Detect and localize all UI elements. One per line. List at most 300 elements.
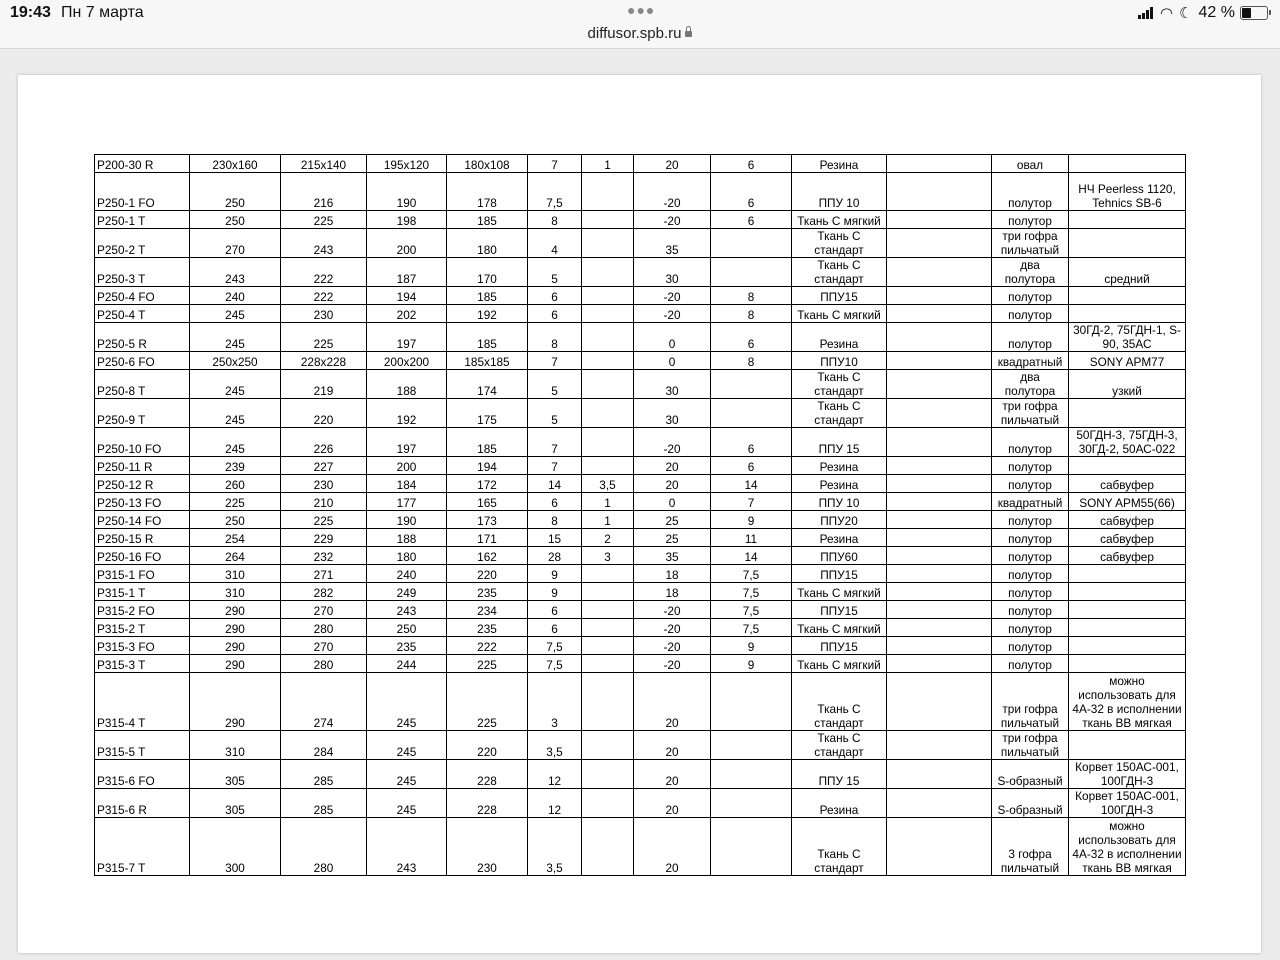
table-row (95, 673, 1186, 731)
table-cell: ППУ15 (792, 565, 887, 583)
part-code-cell: P250-14 FO (95, 511, 190, 529)
table-cell: 187 (367, 258, 447, 287)
table-cell (582, 655, 634, 673)
table-cell: 9 (711, 511, 792, 529)
table-cell (887, 493, 992, 511)
table-cell: 12 (528, 789, 582, 818)
table-cell: 6 (711, 173, 792, 211)
table-cell: 190 (367, 173, 447, 211)
table-row (95, 760, 1186, 789)
table-cell: 219 (281, 370, 367, 399)
table-cell: 305 (190, 760, 281, 789)
table-cell: 245 (190, 305, 281, 323)
table-cell: три гофра пильчатый (992, 731, 1069, 760)
table-cell: Ткань С стандарт (792, 818, 887, 876)
table-cell: 3,5 (528, 731, 582, 760)
table-cell: Резина (792, 323, 887, 352)
table-cell (887, 583, 992, 601)
table-cell: можно использовать для 4А-32 в исполнении ткань ВВ мягкая (1069, 673, 1186, 731)
wifi-icon: ◠ (1159, 5, 1174, 22)
table-cell: 7,5 (711, 619, 792, 637)
table-cell: 170 (447, 258, 528, 287)
table-cell: 250 (190, 211, 281, 229)
table-cell: 194 (447, 457, 528, 475)
table-cell: 226 (281, 428, 367, 457)
table-cell: два полутора (992, 370, 1069, 399)
part-code-cell: P250-4 T (95, 305, 190, 323)
table-cell: 28 (528, 547, 582, 565)
part-code-cell: P315-3 T (95, 655, 190, 673)
table-cell: 171 (447, 529, 528, 547)
table-cell: 185 (447, 211, 528, 229)
table-cell: 7,5 (711, 583, 792, 601)
table-cell: 195x120 (367, 155, 447, 173)
table-cell: 222 (281, 287, 367, 305)
table-cell: 198 (367, 211, 447, 229)
part-code-cell: P250-9 T (95, 399, 190, 428)
table-cell: 6 (528, 493, 582, 511)
table-cell: 5 (528, 258, 582, 287)
table-cell: SONY APM77 (1069, 352, 1186, 370)
table-row (95, 258, 1186, 287)
table-cell: -20 (634, 601, 711, 619)
table-cell: 280 (281, 655, 367, 673)
part-code-cell: P250-16 FO (95, 547, 190, 565)
table-cell: два полутора (992, 258, 1069, 287)
table-cell: полутор (992, 287, 1069, 305)
table-cell: 0 (634, 493, 711, 511)
table-row (95, 547, 1186, 565)
table-cell: 9 (528, 565, 582, 583)
table-cell (887, 673, 992, 731)
table-cell: 192 (447, 305, 528, 323)
table-cell (887, 155, 992, 173)
table-cell: 172 (447, 475, 528, 493)
table-cell: 20 (634, 789, 711, 818)
table-cell: ППУ15 (792, 601, 887, 619)
table-cell: 220 (281, 399, 367, 428)
table-cell: 6 (711, 457, 792, 475)
table-cell: 1 (582, 493, 634, 511)
table-cell (887, 457, 992, 475)
table-cell: 210 (281, 493, 367, 511)
table-cell: ППУ15 (792, 287, 887, 305)
table-cell: 8 (711, 287, 792, 305)
table-cell: 6 (528, 619, 582, 637)
table-cell (711, 789, 792, 818)
table-cell: 35 (634, 229, 711, 258)
table-row (95, 619, 1186, 637)
table-cell: 180 (367, 547, 447, 565)
part-code-cell: P250-11 R (95, 457, 190, 475)
table-cell (887, 731, 992, 760)
table-cell (887, 258, 992, 287)
part-code-cell: P315-6 R (95, 789, 190, 818)
table-cell: 190 (367, 511, 447, 529)
table-cell: 8 (711, 352, 792, 370)
table-cell: Резина (792, 155, 887, 173)
part-code-cell: P315-5 T (95, 731, 190, 760)
table-cell (582, 370, 634, 399)
table-cell: Ткань С стандарт (792, 370, 887, 399)
table-cell (887, 529, 992, 547)
table-cell: 194 (367, 287, 447, 305)
table-cell (887, 428, 992, 457)
table-cell: 25 (634, 511, 711, 529)
table-cell: 6 (528, 287, 582, 305)
table-cell (887, 323, 992, 352)
table-cell: 18 (634, 565, 711, 583)
table-row (95, 370, 1186, 399)
table-cell: 249 (367, 583, 447, 601)
table-cell (582, 637, 634, 655)
table-cell: 230 (447, 818, 528, 876)
table-cell (1069, 601, 1186, 619)
table-cell: НЧ Peerless 1120, Tehnics SB-6 (1069, 173, 1186, 211)
table-cell: 3,5 (528, 818, 582, 876)
part-code-cell: P315-3 FO (95, 637, 190, 655)
table-cell: 234 (447, 601, 528, 619)
table-cell: 245 (190, 428, 281, 457)
table-cell: 225 (190, 493, 281, 511)
table-cell: 178 (447, 173, 528, 211)
table-row (95, 601, 1186, 619)
table-cell (711, 370, 792, 399)
table-cell (1069, 305, 1186, 323)
table-cell: 290 (190, 619, 281, 637)
table-cell: полутор (992, 457, 1069, 475)
table-cell (582, 352, 634, 370)
table-cell: Резина (792, 475, 887, 493)
part-code-cell: P200-30 R (95, 155, 190, 173)
table-cell: 310 (190, 731, 281, 760)
table-cell: 228 (447, 789, 528, 818)
table-cell: 3 (528, 673, 582, 731)
table-cell (711, 760, 792, 789)
table-row (95, 323, 1186, 352)
table-cell: 12 (528, 760, 582, 789)
table-cell (1069, 229, 1186, 258)
table-cell: 243 (367, 601, 447, 619)
table-cell: 235 (367, 637, 447, 655)
table-cell: три гофра пильчатый (992, 673, 1069, 731)
table-cell: 1 (582, 155, 634, 173)
table-cell: 245 (367, 731, 447, 760)
part-code-cell: P315-6 FO (95, 760, 190, 789)
table-cell: ППУ15 (792, 637, 887, 655)
table-cell (1069, 637, 1186, 655)
table-cell: 235 (447, 619, 528, 637)
part-code-cell: P250-15 R (95, 529, 190, 547)
table-cell: три гофра пильчатый (992, 229, 1069, 258)
table-cell: можно использовать для 4А-32 в исполнении ткань ВВ мягкая (1069, 818, 1186, 876)
table-cell: 235 (447, 583, 528, 601)
table-cell (887, 399, 992, 428)
table-cell: 9 (528, 583, 582, 601)
table-cell: -20 (634, 287, 711, 305)
table-cell: 7 (528, 352, 582, 370)
table-cell: квадратный (992, 493, 1069, 511)
table-cell: полутор (992, 583, 1069, 601)
table-cell (887, 229, 992, 258)
table-cell (582, 305, 634, 323)
part-code-cell: P315-4 T (95, 673, 190, 731)
table-cell: 245 (190, 323, 281, 352)
lock-icon (685, 31, 692, 37)
table-row (95, 818, 1186, 876)
table-cell (582, 173, 634, 211)
table-row (95, 428, 1186, 457)
table-cell (887, 511, 992, 529)
table-cell: полутор (992, 637, 1069, 655)
table-cell: 202 (367, 305, 447, 323)
table-cell: полутор (992, 565, 1069, 583)
table-cell: 50ГДН-3, 75ГДН-3, 30ГД-2, 50АС-022 (1069, 428, 1186, 457)
table-cell: 245 (367, 673, 447, 731)
table-cell: 8 (711, 305, 792, 323)
table-cell (887, 565, 992, 583)
table-cell (1069, 287, 1186, 305)
table-cell: 271 (281, 565, 367, 583)
table-cell (887, 637, 992, 655)
table-cell: три гофра пильчатый (992, 399, 1069, 428)
table-cell: Ткань С мягкий (792, 619, 887, 637)
table-cell: 7,5 (711, 565, 792, 583)
table-cell: 245 (367, 789, 447, 818)
table-cell: сабвуфер (1069, 529, 1186, 547)
table-cell (1069, 565, 1186, 583)
do-not-disturb-moon-icon: ☾ (1179, 5, 1193, 22)
table-cell: Резина (792, 789, 887, 818)
table-cell: 6 (711, 323, 792, 352)
table-cell: S-образный (992, 760, 1069, 789)
table-cell: 7,5 (528, 173, 582, 211)
table-cell (582, 583, 634, 601)
table-cell (1069, 583, 1186, 601)
table-cell (582, 619, 634, 637)
table-cell (582, 601, 634, 619)
table-cell: -20 (634, 655, 711, 673)
table-cell: 7 (528, 155, 582, 173)
table-cell: 282 (281, 583, 367, 601)
table-cell: 14 (528, 475, 582, 493)
table-cell: 284 (281, 731, 367, 760)
table-cell (711, 731, 792, 760)
table-cell: 220 (447, 731, 528, 760)
table-row (95, 173, 1186, 211)
table-cell: 4 (528, 229, 582, 258)
table-row (95, 511, 1186, 529)
table-cell: 270 (190, 229, 281, 258)
table-cell: 7,5 (528, 655, 582, 673)
table-cell: Ткань С стандарт (792, 229, 887, 258)
cellular-signal-icon (1138, 7, 1154, 19)
part-code-cell: P250-13 FO (95, 493, 190, 511)
table-cell: Резина (792, 529, 887, 547)
table-cell: полутор (992, 475, 1069, 493)
table-cell: средний (1069, 258, 1186, 287)
table-cell: полутор (992, 211, 1069, 229)
table-cell: 3 гофра пильчатый (992, 818, 1069, 876)
table-cell: 225 (281, 323, 367, 352)
table-cell: 250 (190, 511, 281, 529)
table-cell (887, 547, 992, 565)
table-cell (887, 305, 992, 323)
table-cell: 230x160 (190, 155, 281, 173)
table-cell: 264 (190, 547, 281, 565)
table-cell (582, 428, 634, 457)
table-cell (582, 258, 634, 287)
table-cell: 14 (711, 547, 792, 565)
table-cell: 285 (281, 760, 367, 789)
table-cell: полутор (992, 529, 1069, 547)
table-cell (1069, 211, 1186, 229)
table-cell: 6 (711, 155, 792, 173)
table-cell (887, 818, 992, 876)
table-cell: 7,5 (711, 601, 792, 619)
table-row (95, 229, 1186, 258)
table-row (95, 529, 1186, 547)
table-cell (582, 211, 634, 229)
table-cell: 192 (367, 399, 447, 428)
table-cell: 250 (367, 619, 447, 637)
table-cell: 244 (367, 655, 447, 673)
table-cell: 18 (634, 583, 711, 601)
table-row (95, 155, 1186, 173)
table-cell: 285 (281, 789, 367, 818)
table-cell: 245 (367, 760, 447, 789)
table-cell: 30 (634, 258, 711, 287)
address-bar[interactable] (0, 25, 1280, 42)
table-cell: 227 (281, 457, 367, 475)
table-cell: сабвуфер (1069, 511, 1186, 529)
table-cell: 245 (190, 370, 281, 399)
table-cell: узкий (1069, 370, 1186, 399)
multitasking-dots-icon[interactable]: ●●● (627, 2, 656, 18)
table-cell: 216 (281, 173, 367, 211)
table-cell (1069, 655, 1186, 673)
table-cell (711, 818, 792, 876)
table-cell: 243 (281, 229, 367, 258)
table-cell: 35 (634, 547, 711, 565)
table-cell: Ткань С мягкий (792, 305, 887, 323)
table-cell: 200 (367, 229, 447, 258)
table-cell: 1 (582, 511, 634, 529)
table-cell (887, 760, 992, 789)
table-cell: полутор (992, 428, 1069, 457)
table-cell: овал (992, 155, 1069, 173)
table-cell: 290 (190, 655, 281, 673)
table-cell: 25 (634, 529, 711, 547)
table-cell: Корвет 150АС-001, 100ГДН-3 (1069, 760, 1186, 789)
table-cell (887, 352, 992, 370)
table-cell: 184 (367, 475, 447, 493)
table-cell (711, 258, 792, 287)
status-time: 19:43 (10, 4, 51, 21)
table-cell: 7,5 (528, 637, 582, 655)
table-cell: 185 (447, 323, 528, 352)
table-cell: 197 (367, 323, 447, 352)
table-cell: 174 (447, 370, 528, 399)
table-cell: полутор (992, 323, 1069, 352)
table-cell: -20 (634, 619, 711, 637)
part-code-cell: P250-4 FO (95, 287, 190, 305)
table-cell: 225 (281, 511, 367, 529)
table-row (95, 655, 1186, 673)
table-cell: 20 (634, 457, 711, 475)
table-cell: 300 (190, 818, 281, 876)
part-code-cell: P250-2 T (95, 229, 190, 258)
table-cell: 3 (582, 547, 634, 565)
table-cell: ППУ 10 (792, 493, 887, 511)
table-cell: 175 (447, 399, 528, 428)
table-cell (1069, 619, 1186, 637)
table-cell (582, 323, 634, 352)
table-cell: 197 (367, 428, 447, 457)
status-bar (0, 0, 1280, 49)
table-cell: 162 (447, 547, 528, 565)
table-cell: 30ГД-2, 75ГДН-1, S-90, 35АС (1069, 323, 1186, 352)
table-cell: -20 (634, 428, 711, 457)
part-code-cell: P250-1 T (95, 211, 190, 229)
table-cell: 274 (281, 673, 367, 731)
table-cell: 305 (190, 789, 281, 818)
table-cell: 6 (528, 601, 582, 619)
table-cell: 7 (528, 457, 582, 475)
table-cell (887, 655, 992, 673)
table-cell: 310 (190, 583, 281, 601)
table-cell: Ткань С стандарт (792, 673, 887, 731)
table-cell (1069, 155, 1186, 173)
table-cell: 177 (367, 493, 447, 511)
table-cell: 8 (528, 211, 582, 229)
table-cell: 180x108 (447, 155, 528, 173)
table-cell: 240 (367, 565, 447, 583)
table-cell: сабвуфер (1069, 547, 1186, 565)
table-cell: Корвет 150АС-001, 100ГДН-3 (1069, 789, 1186, 818)
table-cell: Ткань С мягкий (792, 655, 887, 673)
table-cell: 250 (190, 173, 281, 211)
table-cell: 165 (447, 493, 528, 511)
table-cell: 5 (528, 399, 582, 428)
status-date: Пн 7 марта (61, 4, 144, 21)
table-cell: Ткань С мягкий (792, 583, 887, 601)
table-cell: 20 (634, 760, 711, 789)
system-status (1138, 4, 1268, 22)
table-cell: 6 (711, 211, 792, 229)
table-cell: 20 (634, 155, 711, 173)
table-cell: 9 (711, 637, 792, 655)
table-cell (887, 789, 992, 818)
table-cell: 8 (528, 323, 582, 352)
table-cell (1069, 457, 1186, 475)
table-cell (582, 565, 634, 583)
part-code-cell: P315-1 FO (95, 565, 190, 583)
table-cell: ППУ 15 (792, 428, 887, 457)
part-code-cell: P250-12 R (95, 475, 190, 493)
table-cell: квадратный (992, 352, 1069, 370)
table-cell (887, 475, 992, 493)
table-cell: 230 (281, 475, 367, 493)
table-cell: -20 (634, 173, 711, 211)
part-code-cell: P315-2 T (95, 619, 190, 637)
battery-percent: 42 % (1198, 4, 1235, 21)
table-cell: 0 (634, 323, 711, 352)
table-cell: ППУ 10 (792, 173, 887, 211)
table-cell: 220 (447, 565, 528, 583)
table-cell: ППУ20 (792, 511, 887, 529)
table-cell: 6 (711, 428, 792, 457)
